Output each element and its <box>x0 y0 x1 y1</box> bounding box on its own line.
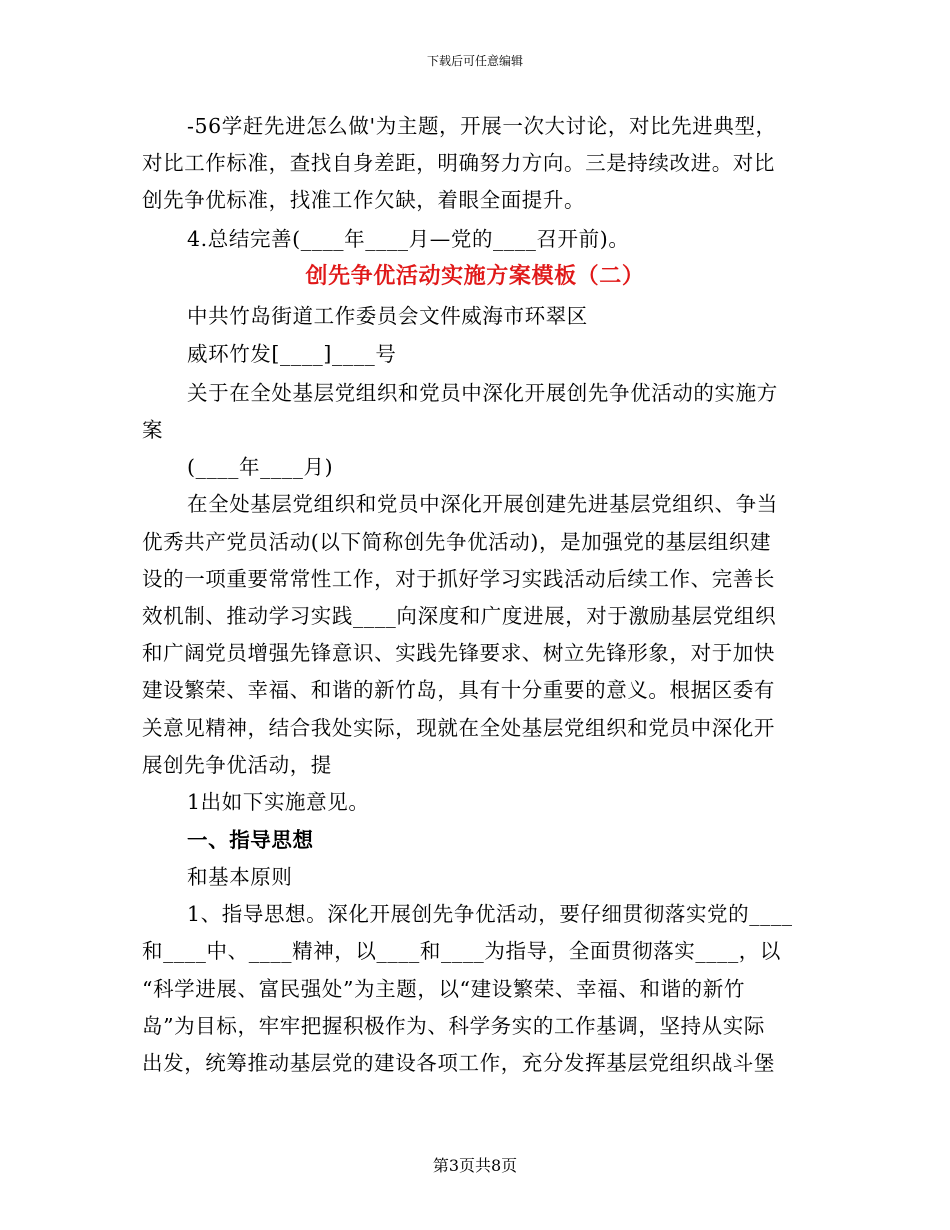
body-line: 建设繁荣、幸福、和谐的新竹岛，具有十分重要的意义。根据区委有 <box>142 678 775 702</box>
body-line: 4.总结完善(____年____月—党的____召开前)。 <box>187 227 630 251</box>
body-line: (____年____月) <box>187 455 334 479</box>
body-line: 创先争优标准，找准工作欠缺，着眼全面提升。 <box>142 188 586 212</box>
body-line: -56学赶先进怎么做'为主题，开展一次大讨论，对比先进典型， <box>187 114 777 138</box>
body-line: 中共竹岛街道工作委员会文件威海市环翠区 <box>187 304 588 328</box>
body-line: 1、指导思想。深化开展创先争优活动，要仔细贯彻落实党的____ <box>187 902 793 926</box>
body-line: 展创先争优活动，提 <box>142 753 332 777</box>
body-line: 1出如下实施意见。 <box>187 790 370 814</box>
body-line: 和____中、____精神，以____和____为指导，全面贯彻落实____，以 <box>142 939 781 963</box>
body-line: 和基本原则 <box>187 865 293 889</box>
body-line: 关意见精神，结合我处实际，现就在全处基层党组织和党员中深化开 <box>142 716 775 740</box>
section-title: 创先争优活动实施方案模板（二） <box>305 263 645 289</box>
body-line: 设的一项重要常常性工作，对于抓好学习实践活动后续工作、完善长 <box>142 567 775 591</box>
page-footer: 第3页共8页 <box>432 1156 518 1175</box>
body-line: 效机制、推动学习实践____向深度和广度进展，对于激励基层党组织 <box>142 604 777 628</box>
body-line: 关于在全处基层党组织和党员中深化开展创先争优活动的实施方 <box>187 381 778 405</box>
heading: 一、指导思想 <box>187 828 314 852</box>
body-line: 优秀共产党员活动(以下简称创先争优活动)，是加强党的基层组织建 <box>142 530 772 554</box>
body-line: 威环竹发[____]____号 <box>187 342 397 366</box>
body-line: 案 <box>142 418 164 442</box>
body-line: 和广阔党员增强先锋意识、实践先锋要求、树立先锋形象，对于加快 <box>142 641 775 665</box>
body-line: 岛”为目标，牢牢把握积极作为、科学务实的工作基调，坚持从实际 <box>142 1014 765 1038</box>
body-line: 出发，统筹推动基层党的建设各项工作，充分发挥基层党组织战斗堡 <box>142 1051 775 1075</box>
body-line: 在全处基层党组织和党员中深化开展创建先进基层党组织、争当 <box>187 492 778 516</box>
body-line: 对比工作标准，查找自身差距，明确努力方向。三是持续改进。对比 <box>142 151 775 175</box>
body-line: “科学进展、富民强处”为主题，以“建设繁荣、幸福、和谐的新竹 <box>142 977 745 1001</box>
page-header: 下载后可任意编辑 <box>426 54 523 68</box>
